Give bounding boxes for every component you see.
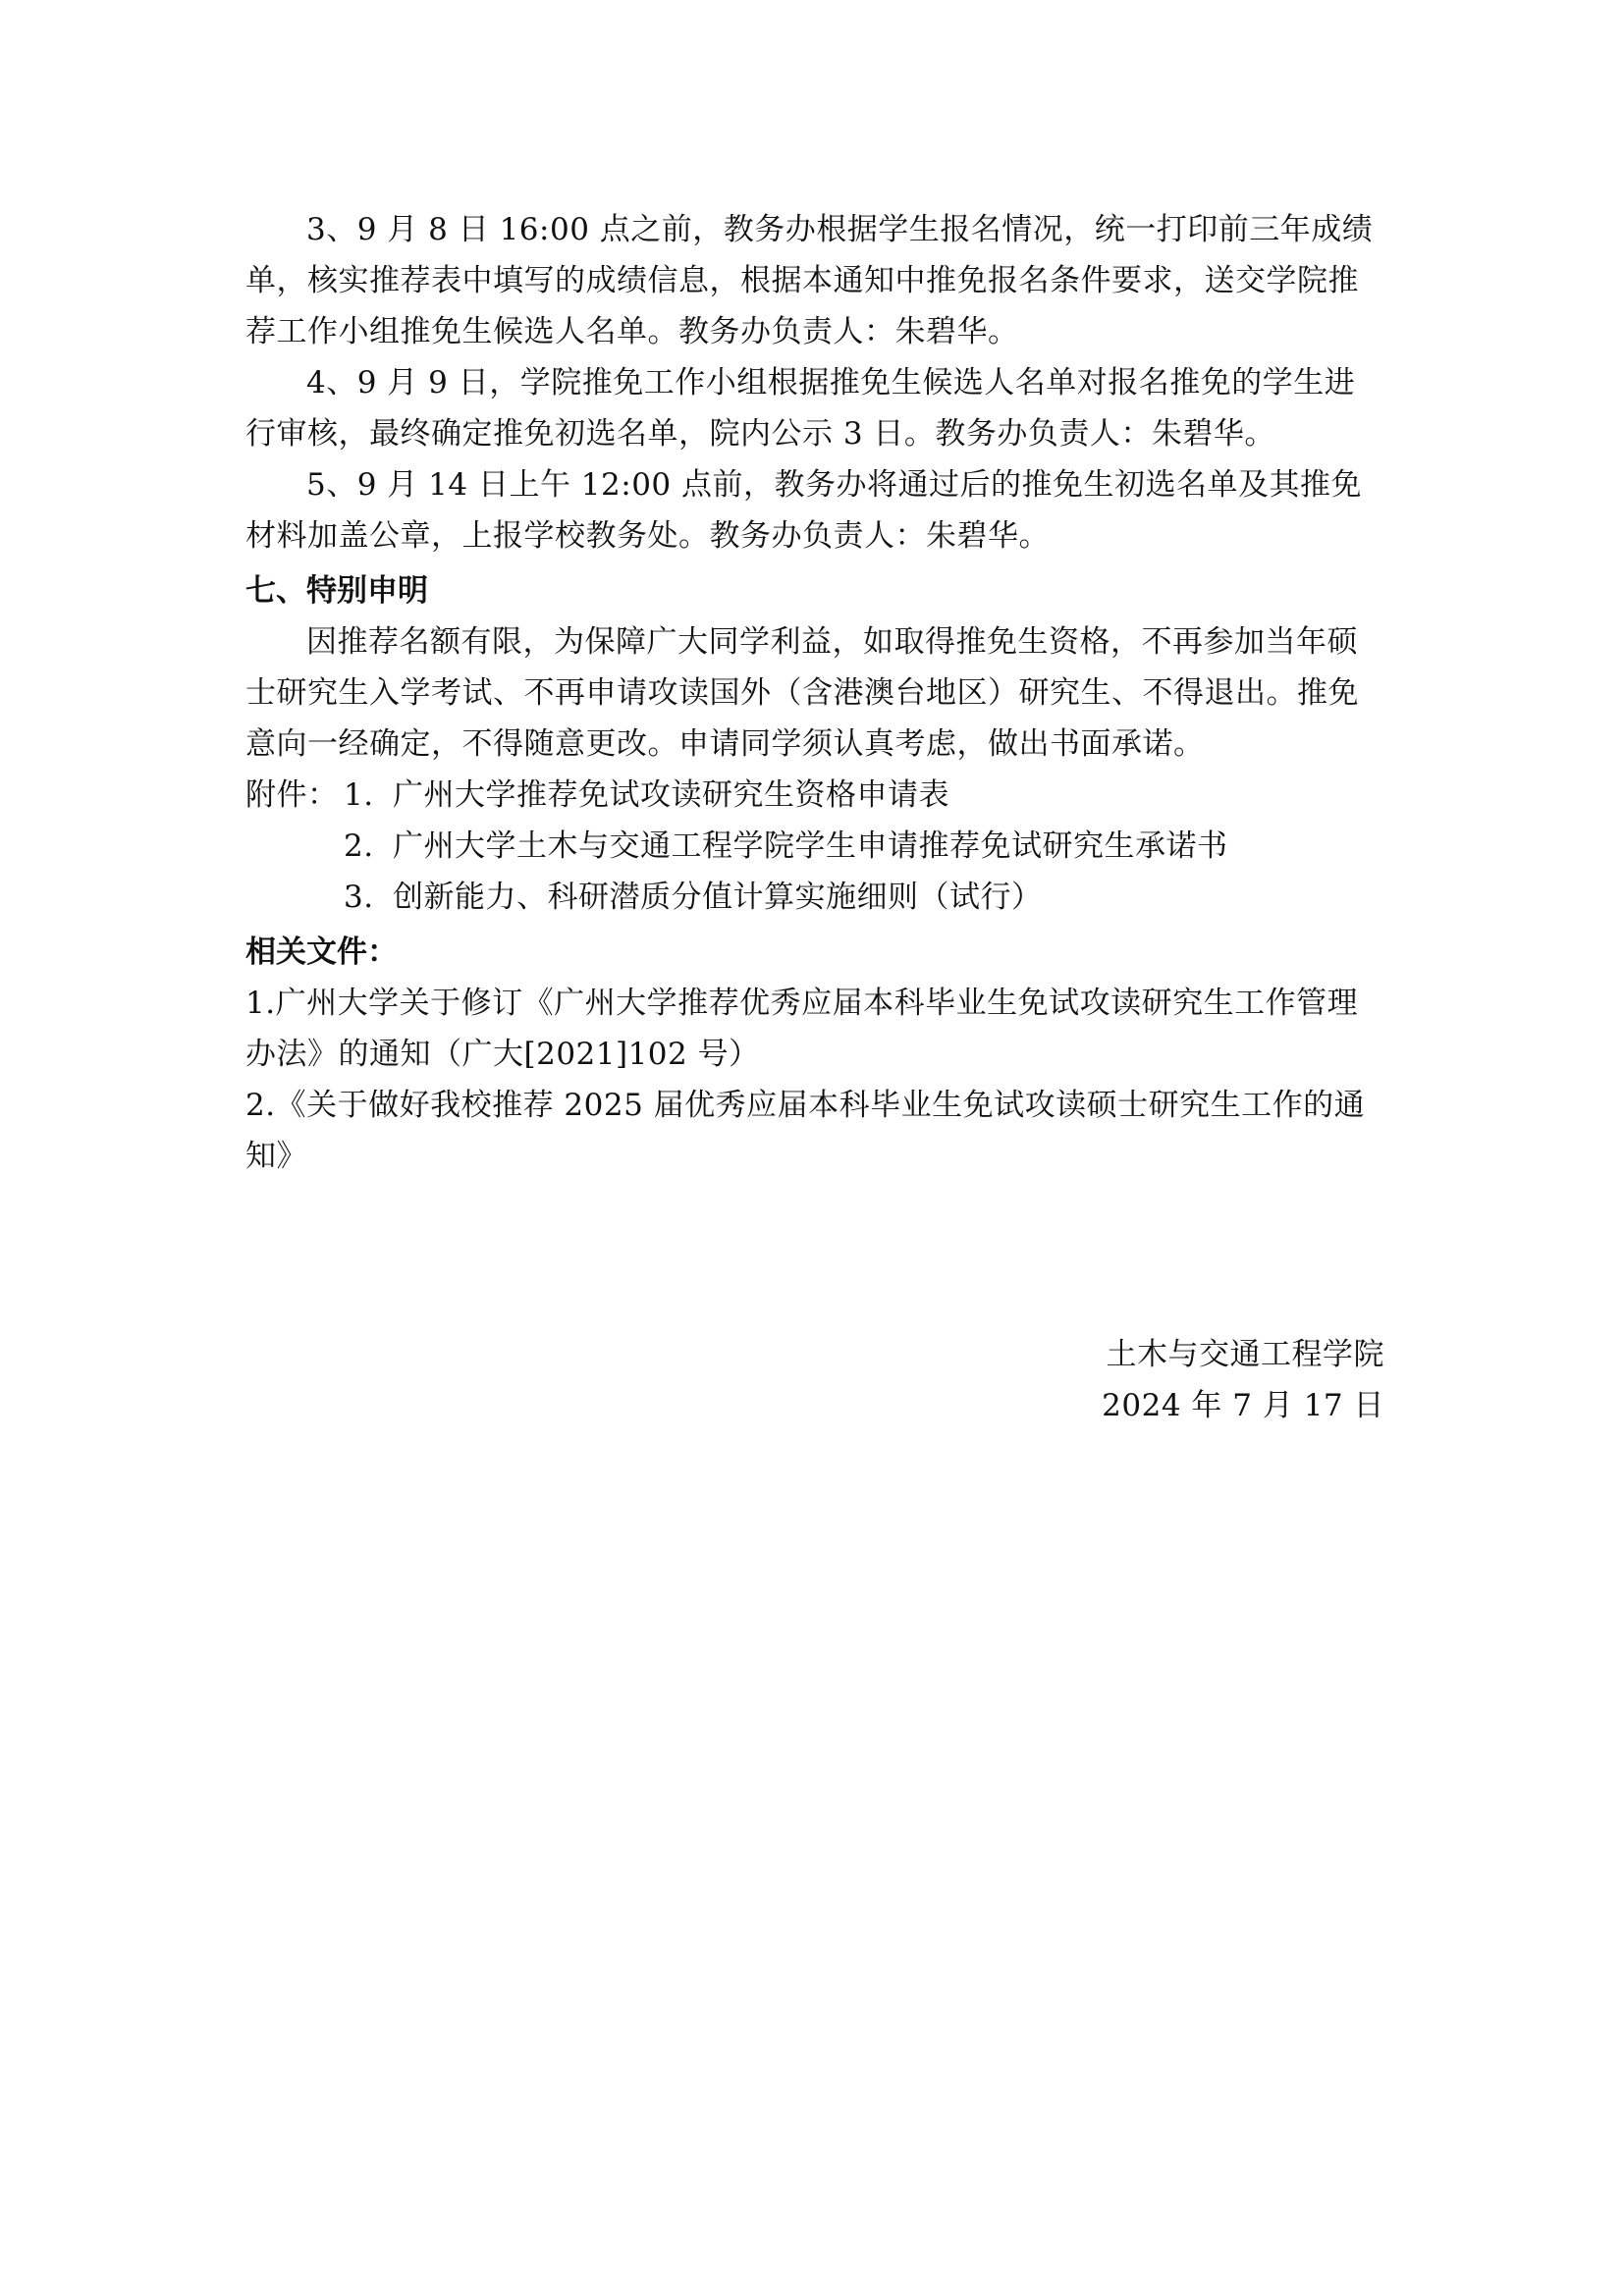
attachments-label: 附件： <box>245 777 339 813</box>
attachment-number: 2. <box>344 828 374 864</box>
paragraph-step-3: 3、9 月 8 日 16:00 点之前，教务办根据学生报名情况，统一打印前三年成绩单，核实推荐表中填写的成绩信息，根据本通知中推免报名条件要求，送交学院推荐工作小组推免生候选人名单。教务办负责人：朱碧华。 <box>245 212 1374 349</box>
signature-org: 土木与交通工程学院 <box>1106 1337 1384 1372</box>
attachment-item <box>245 872 1384 923</box>
attachment-item <box>245 770 1384 821</box>
attachment-number: 1. <box>344 777 374 813</box>
attachment-number: 3. <box>344 880 374 915</box>
attachment-title: 创新能力、科研潜质分值计算实施细则（试行） <box>393 880 1043 915</box>
attachments-list <box>245 770 1384 923</box>
paragraph-statement: 因推荐名额有限，为保障广大同学利益，如取得推免生资格，不再参加当年硕士研究生入学考试、不再申请攻读国外（含港澳台地区）研究生、不得退出。推免意向一经确定，不得随意更改。申请同学须认真考虑，做出书面承诺。 <box>245 624 1359 762</box>
attachment-title: 广州大学土木与交通工程学院学生申请推荐免试研究生承诺书 <box>393 828 1228 864</box>
related-doc-item: 1.广州大学关于修订《广州大学推荐优秀应届本科毕业生免试攻读研究生工作管理办法》的通知（广大[2021]102 号） <box>245 986 1359 1072</box>
document-page <box>245 204 1384 1431</box>
related-docs-heading: 相关文件： <box>245 934 398 970</box>
signature-date: 2024 年 7 月 17 日 <box>1102 1388 1384 1423</box>
attachment-item <box>245 821 1384 872</box>
paragraph-step-5: 5、9 月 14 日上午 12:00 点前，教务办将通过后的推免生初选名单及其推免材料加盖公章，上报学校教务处。教务办负责人：朱碧华。 <box>245 467 1362 554</box>
section-heading-special-statement: 七、特别申明 <box>245 573 428 609</box>
related-doc-item: 2.《关于做好我校推荐 2025 届优秀应届本科毕业生免试攻读硕士研究生工作的通知》 <box>245 1088 1366 1174</box>
paragraph-step-4: 4、9 月 9 日，学院推免工作小组根据推免生候选人名单对报名推免的学生进行审核，最终确定推免初选名单，院内公示 3 日。教务办负责人：朱碧华。 <box>245 365 1356 452</box>
attachment-title: 广州大学推荐免试攻读研究生资格申请表 <box>393 777 949 813</box>
